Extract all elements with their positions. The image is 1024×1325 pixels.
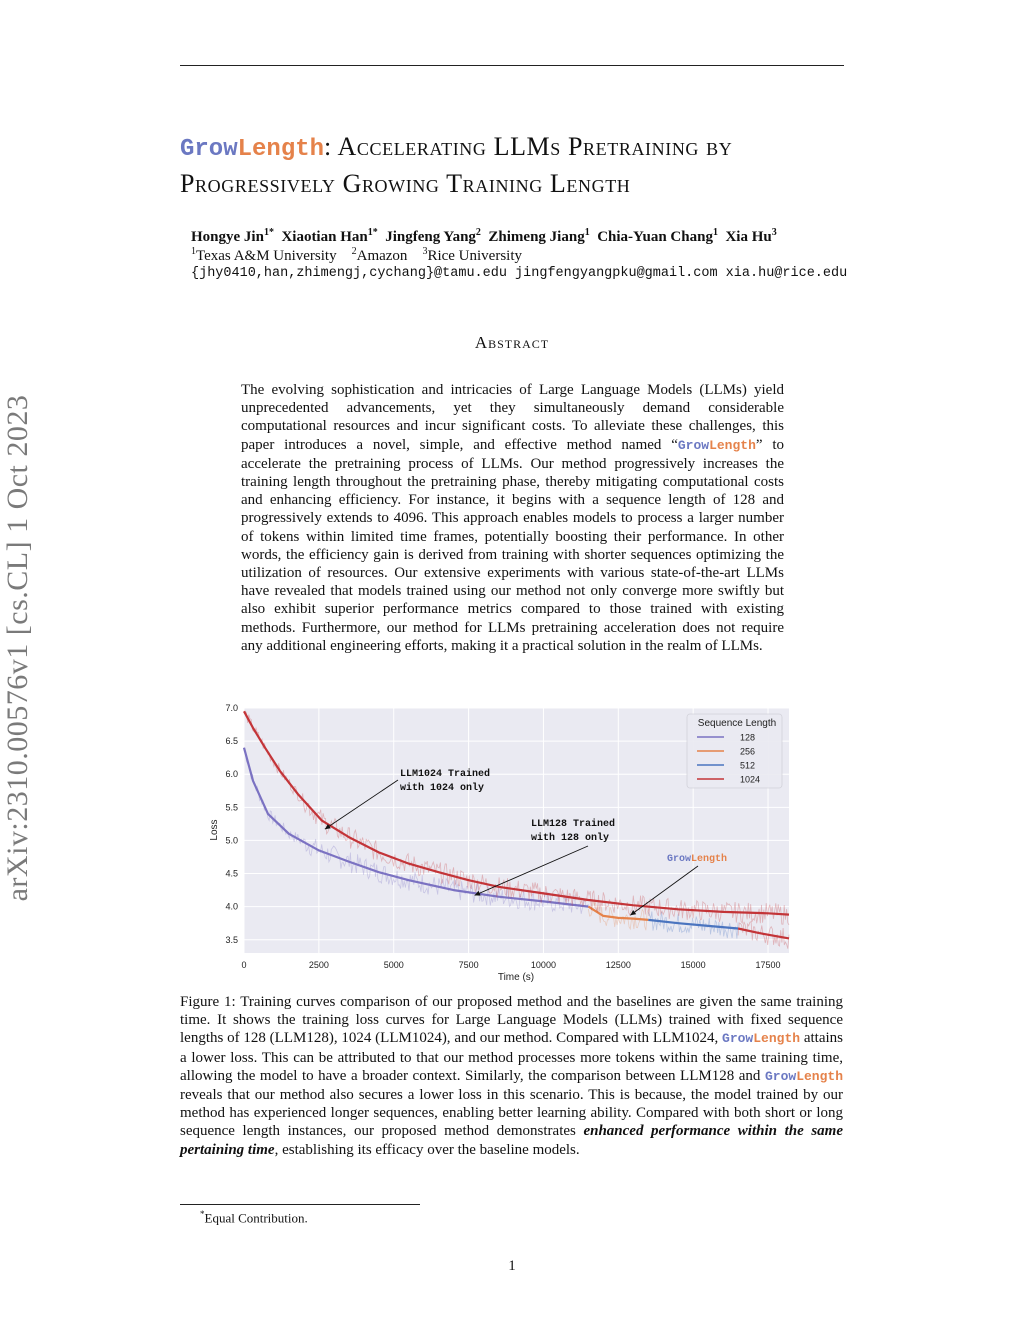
arxiv-stamp-text: arXiv:2310.00576v1 [cs.CL] 1 Oct 2023	[1, 394, 34, 902]
footnote	[200, 1209, 308, 1226]
y-tick-label: 5.5	[225, 802, 238, 813]
footnote-mark: *	[200, 1209, 205, 1219]
legend-label-1024: 1024	[740, 774, 761, 785]
author-name: Hongye Jin	[191, 229, 264, 245]
author-name: Zhimeng Jiang	[488, 229, 585, 245]
caption-method-a-2: Grow	[764, 1068, 797, 1084]
y-tick-label: 6.0	[225, 769, 238, 780]
affiliation-name: Texas A&M University	[196, 248, 337, 264]
author-affiliation-mark: 2	[475, 227, 481, 238]
author-affiliation-mark: 1	[712, 227, 718, 238]
legend-label-512: 512	[740, 760, 756, 771]
y-tick-label: 3.5	[225, 934, 238, 945]
author-list	[191, 227, 777, 246]
abstract-heading: Abstract	[474, 333, 550, 352]
caption-emphasis: enhanced performance within the same pertaining time	[180, 1123, 843, 1158]
y-axis-label: Loss	[209, 819, 220, 841]
footnote-rule	[180, 1204, 420, 1205]
legend-label-128: 128	[740, 732, 756, 743]
author-name: Jingfeng Yang	[385, 229, 476, 245]
affiliation-mark: 2	[351, 246, 357, 257]
abstract-method-part1: Grow	[677, 437, 710, 453]
abstract-method-part2: Length	[709, 437, 756, 453]
annotation-llm1024-line1: LLM1024 Trained	[400, 769, 491, 780]
author-name: Xiaotian Han	[281, 229, 368, 245]
affiliation-mark: 3	[422, 246, 428, 257]
abstract-text-before: The evolving sophistication and intricacies of Large Language Models (LLMs) yield unprecedented advancements, yet they simultaneously demand considerable computational resources and incur significant costs. To alleviate these challenges, this paper introduces a novel, simple, and effective method named “	[241, 382, 784, 453]
x-tick-label: 5000	[383, 960, 404, 970]
y-tick-label: 4.5	[225, 868, 238, 879]
caption-seg1: Figure 1: Training curves comparison of our proposed method and the baselines are given the same training time. It shows the training loss curves for Large Language Models (LLMs) trained with fixed sequence lengths of 128 (LLM128), 1024 (LLM1024), and our method. Compared with LLM1024,	[180, 994, 843, 1047]
author-affiliation-mark: 1*	[263, 227, 274, 238]
author-name: Xia Hu	[725, 229, 772, 245]
annotation-llm1024-line2: with 1024 only	[400, 783, 485, 794]
x-tick-label: 17500	[755, 960, 781, 970]
abstract-text	[241, 381, 784, 655]
author-emails: {jhy0410,han,zhimengj,cychang}@tamu.edu jingfengyangpku@gmail.com xia.hu@rice.edu	[191, 266, 848, 281]
page-number: 1	[508, 1258, 516, 1274]
affiliation-name: Amazon	[356, 248, 408, 264]
annotation-llm128-line1: LLM128 Trained	[531, 819, 616, 830]
annotation-llm128-line2: with 128 only	[531, 833, 610, 844]
y-tick-label: 5.0	[225, 835, 238, 846]
abstract-text-after: ” to accelerate the pretraining process of LLMs. Our method progressively increases the training length throughout the pretraining phase, thereby mitigating computational costs and enhancing efficiency. For instance, it begins with a sequence length of 128 and progressively extends to 4096. This approach enables models to process a larger number of tokens within limited time frames, potentially boosting their performance. In other words, the efficiency gain is derived from training with shorter sequences optimizing the utilization of resources. Our extensive experiments with various state-of-the-art LLMs have revealed that models trained using our method not only converge more swiftly but also exhibit superior performance metrics compared to those trained with existing methods. Furthermore, our method for LLMs pretraining acceleration does not require any additional engineering efforts, making it a practical solution in the realm of LLMs.	[241, 436, 785, 654]
affiliations	[191, 246, 522, 265]
affiliation-mark: 1	[191, 246, 196, 257]
caption-seg4: , establishing its efficacy over the baseline models.	[274, 1141, 580, 1158]
author-name: Chia-Yuan Chang	[597, 229, 713, 245]
paper-title	[180, 130, 860, 201]
title-line-1	[180, 130, 860, 167]
x-axis-label: Time (s)	[497, 972, 535, 983]
title-method-part1: Grow	[180, 136, 238, 163]
x-tick-label: 2500	[308, 960, 329, 970]
training-loss-chart	[200, 700, 800, 990]
author-affiliation-mark: 1	[584, 227, 590, 238]
figure-caption	[180, 993, 843, 1159]
header-rule	[180, 65, 844, 66]
caption-method-a-1: Grow	[722, 1031, 754, 1047]
title-method-part2: Length	[237, 136, 325, 163]
y-tick-label: 4.0	[225, 901, 238, 912]
annotation-growlength-label: GrowLength	[667, 854, 728, 865]
caption-method-b-2: Length	[796, 1068, 843, 1084]
x-tick-label: 7500	[458, 960, 479, 970]
affiliation-name: Rice University	[427, 248, 523, 264]
chart-legend	[687, 714, 782, 788]
title-rest-line1: : Accelerating LLMs Pretraining by	[324, 132, 733, 161]
title-line-2: Progressively Growing Training Length	[180, 169, 631, 198]
x-tick-label: 0	[241, 960, 247, 970]
caption-seg2: attains a lower loss. This can be attributed to that our method processes more tokens within the same training time, allowing the model to have a broader context. Similarly, the comparison between LLM128 and	[180, 1030, 844, 1084]
legend-title: Sequence Length	[697, 718, 777, 729]
x-tick-label: 12500	[605, 960, 631, 970]
legend-label-256: 256	[740, 746, 756, 757]
x-tick-label: 10000	[530, 960, 556, 970]
y-tick-label: 7.0	[225, 703, 238, 713]
caption-seg3: reveals that our method also secures a lower loss in this scenario. This is because, the model trained by our method has experienced longer sequences, enabling better learning ability. Compared with both short or long sequence length instances, our proposed method demonstrates	[180, 1087, 843, 1140]
figure-1	[200, 700, 800, 990]
author-affiliation-mark: 1*	[367, 227, 378, 238]
x-tick-label: 15000	[680, 960, 706, 970]
footnote-text: Equal Contribution.	[204, 1210, 308, 1226]
caption-method-b-1: Length	[753, 1031, 801, 1047]
author-affiliation-mark: 3	[771, 227, 777, 238]
y-tick-label: 6.5	[225, 736, 238, 747]
